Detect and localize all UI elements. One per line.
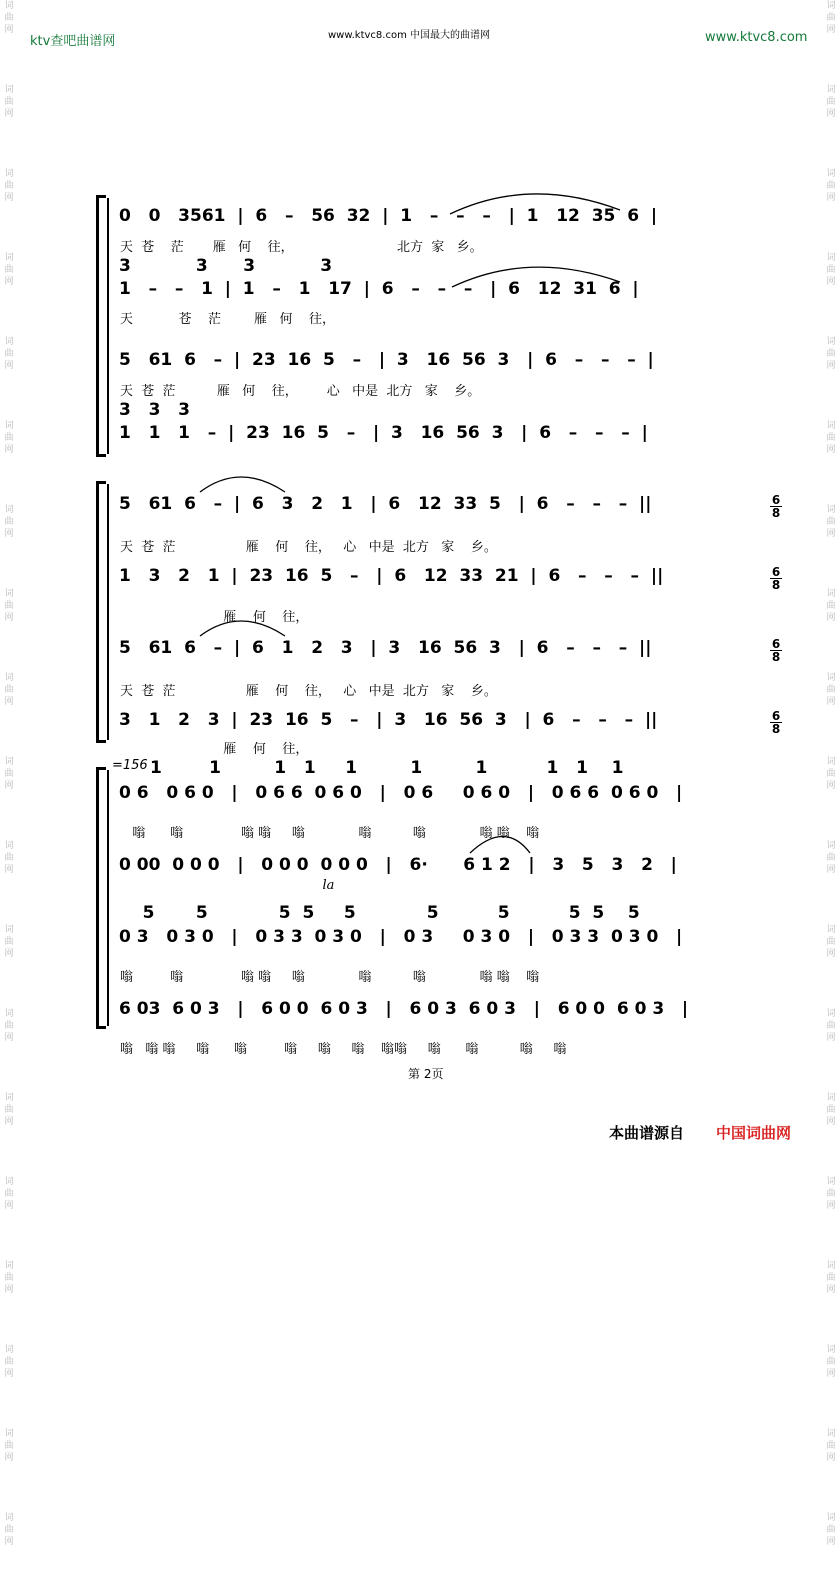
watermark-glyph: 曲 — [4, 769, 14, 779]
watermark-glyph: 词 — [826, 337, 836, 347]
notation-row: 5 61 6 – | 6 1 2 3 | 3 16 56 3 | 6 – – – || — [119, 638, 652, 658]
watermark-gap — [824, 1464, 838, 1488]
watermark-glyph: 词 — [4, 1, 14, 11]
watermark-glyph: 网 — [826, 1201, 836, 1211]
watermark-glyph: 词 — [4, 1009, 14, 1019]
notation-row: 5 61 6 – | 23 16 5 – | 3 16 56 3 | 6 – – – | — [119, 350, 654, 370]
watermark-glyph: 网 — [826, 1033, 836, 1043]
watermark-glyph: 词 — [826, 169, 836, 179]
watermark-glyph: 网 — [4, 1117, 14, 1127]
watermark-glyph: 网 — [826, 529, 836, 539]
watermark-glyph: 词 — [4, 421, 14, 431]
lyric-line: 天 苍 茫 雁 何 往， — [120, 312, 335, 327]
watermark-gap — [2, 1212, 16, 1236]
notation-row: 0 6 0 6 0 | 0 6 6 0 6 0 | 0 6 0 6 0 | 0 6 6 0 6 0 | — [119, 783, 683, 803]
watermark-glyph: 词 — [4, 1513, 14, 1523]
watermark-glyph: 词 — [4, 505, 14, 515]
watermark-glyph: 词 — [4, 253, 14, 263]
watermark-glyph: 网 — [4, 25, 14, 35]
watermark-glyph: 网 — [4, 529, 14, 539]
watermark-gap — [2, 1464, 16, 1488]
watermark-glyph: 曲 — [826, 1021, 836, 1031]
watermark-glyph: 词 — [826, 421, 836, 431]
watermark-glyph: 网 — [826, 1537, 836, 1547]
notation-row: 6 03 6 0 3 | 6 0 0 6 0 3 | 6 0 3 6 0 3 | 6 0 0 6 0 3 | — [119, 999, 689, 1019]
watermark-glyph: 曲 — [4, 601, 14, 611]
watermark-glyph: 曲 — [4, 1357, 14, 1367]
watermark-glyph: 网 — [4, 361, 14, 371]
watermark-glyph: 网 — [826, 109, 836, 119]
time-signature: 6 8 — [771, 637, 781, 664]
watermark-glyph: 词 — [4, 589, 14, 599]
watermark-glyph: 曲 — [826, 517, 836, 527]
watermark-glyph: 网 — [4, 865, 14, 875]
watermark-glyph: 曲 — [826, 349, 836, 359]
watermark-glyph: 曲 — [4, 265, 14, 275]
page-number: 第 2页 — [408, 1067, 444, 1081]
watermark-glyph: 词 — [4, 841, 14, 851]
notation-row: 1 1 1 1 1 1 1 1 1 1 — [150, 758, 624, 778]
watermark-glyph: 网 — [4, 277, 14, 287]
tempo-marking: =156 — [112, 758, 148, 773]
watermark-glyph: 网 — [826, 781, 836, 791]
watermark-glyph: 网 — [826, 1285, 836, 1295]
watermark-glyph: 曲 — [826, 685, 836, 695]
notation-row: 0 0 3561 | 6 – 56 32 | 1 – – – | 1 12 35 6 | — [119, 206, 658, 226]
header-site-url[interactable]: www.ktvc8.com — [705, 30, 808, 45]
watermark-glyph: 网 — [826, 1453, 836, 1463]
watermark-glyph: 曲 — [4, 1021, 14, 1031]
lyric-line: 嗡 嗡 嗡 嗡 嗡 嗡 嗡 嗡 嗡 嗡 — [120, 826, 540, 841]
watermark-glyph: 词 — [826, 1345, 836, 1355]
watermark-glyph: 曲 — [4, 13, 14, 23]
watermark-glyph: 词 — [826, 673, 836, 683]
watermark-glyph: 词 — [4, 1345, 14, 1355]
notation-row: 1 3 2 1 | 23 16 5 – | 6 12 33 21 | 6 – – – || — [119, 566, 664, 586]
watermark-glyph: 曲 — [826, 265, 836, 275]
watermark-glyph: 曲 — [826, 13, 836, 23]
watermark-glyph: 词 — [4, 85, 14, 95]
lyric-line: 天 苍 茫 雁 何 往， 北方 家 乡。 — [120, 240, 483, 255]
watermark-glyph: 词 — [826, 925, 836, 935]
watermark-glyph: 网 — [826, 613, 836, 623]
watermark-glyph: 词 — [826, 589, 836, 599]
watermark-glyph: 曲 — [4, 853, 14, 863]
notation-row: 3 1 2 3 | 23 16 5 – | 3 16 56 3 | 6 – – – || — [119, 710, 658, 730]
watermark-glyph: 网 — [4, 1285, 14, 1295]
watermark-glyph: 网 — [826, 697, 836, 707]
watermark-glyph: 词 — [826, 85, 836, 95]
watermark-gap — [824, 1548, 838, 1572]
notation-row: 1 – – 1 | 1 – 1 17 | 6 – – – | 6 12 31 6 | — [119, 279, 639, 299]
watermark-glyph: 曲 — [826, 853, 836, 863]
notation-row: 0 3 0 3 0 | 0 3 3 0 3 0 | 0 3 0 3 0 | 0 3 3 0 3 0 | — [119, 927, 683, 947]
watermark-glyph: 词 — [826, 505, 836, 515]
notation-row: 3 3 3 — [119, 400, 190, 420]
watermark-glyph: 网 — [826, 193, 836, 203]
watermark-glyph: 词 — [4, 1261, 14, 1271]
watermark-gap — [824, 1296, 838, 1320]
watermark-glyph: 网 — [4, 1537, 14, 1547]
watermark-glyph: 曲 — [4, 1525, 14, 1535]
notation-row: 0 00 0 0 0 | 0 0 0 0 0 0 | 6· 6 1 2 | 3 5 3 2 | — [119, 855, 677, 875]
watermark-glyph: 曲 — [4, 937, 14, 947]
watermark-glyph: 词 — [4, 1429, 14, 1439]
watermark-glyph: 网 — [826, 1117, 836, 1127]
watermark-glyph: 词 — [4, 925, 14, 935]
watermark-glyph: 曲 — [4, 1273, 14, 1283]
watermark-glyph: 网 — [4, 109, 14, 119]
watermark-glyph: 网 — [826, 361, 836, 371]
watermark-glyph: 网 — [4, 697, 14, 707]
watermark-glyph: 曲 — [4, 685, 14, 695]
footer-source-site[interactable]: 中国词曲网 — [716, 1124, 792, 1142]
watermark-glyph: 网 — [4, 445, 14, 455]
watermark-glyph: 曲 — [826, 1189, 836, 1199]
watermark-glyph: 词 — [4, 1093, 14, 1103]
time-signature: 6 8 — [771, 709, 781, 736]
footer-source-label: 本曲谱源自 — [609, 1124, 685, 1142]
watermark-glyph: 曲 — [826, 937, 836, 947]
watermark-glyph: 曲 — [826, 97, 836, 107]
watermark-glyph: 网 — [4, 949, 14, 959]
watermark-gap — [824, 1212, 838, 1236]
watermark-glyph: 曲 — [826, 769, 836, 779]
time-signature: 6 8 — [771, 565, 781, 592]
watermark-glyph: 网 — [4, 1033, 14, 1043]
watermark-glyph: 网 — [826, 25, 836, 35]
watermark-glyph: 曲 — [4, 1441, 14, 1451]
watermark-glyph: 曲 — [826, 1357, 836, 1367]
watermark-glyph: 词 — [4, 757, 14, 767]
watermark-glyph: 词 — [826, 1513, 836, 1523]
lyric-line: la — [120, 878, 335, 893]
watermark-glyph: 曲 — [826, 1441, 836, 1451]
watermark-gap — [2, 1548, 16, 1572]
watermark-glyph: 曲 — [4, 517, 14, 527]
notation-row: 5 5 5 5 5 5 5 5 5 5 — [119, 903, 640, 923]
lyric-line: 雁 何 往， — [120, 742, 309, 757]
watermark-glyph: 词 — [4, 337, 14, 347]
watermark-glyph: 曲 — [826, 601, 836, 611]
time-signature: 6 8 — [771, 493, 781, 520]
watermark-glyph: 曲 — [826, 181, 836, 191]
notation-row: 5 61 6 – | 6 3 2 1 | 6 12 33 5 | 6 – – – || — [119, 494, 652, 514]
watermark-glyph: 网 — [826, 949, 836, 959]
watermark-glyph: 网 — [826, 1369, 836, 1379]
watermark-glyph: 网 — [826, 445, 836, 455]
watermark-glyph: 网 — [826, 277, 836, 287]
watermark-glyph: 曲 — [4, 181, 14, 191]
watermark-gap — [2, 1296, 16, 1320]
watermark-glyph: 网 — [826, 865, 836, 875]
watermark-glyph: 曲 — [4, 97, 14, 107]
watermark-glyph: 曲 — [4, 433, 14, 443]
header-site-name[interactable]: ktv查吧曲谱网 — [30, 34, 116, 49]
watermark-glyph: 词 — [826, 1177, 836, 1187]
watermark-glyph: 网 — [4, 193, 14, 203]
lyric-line: 雁 何 往， — [120, 610, 309, 625]
watermark-glyph: 曲 — [826, 1273, 836, 1283]
notation-row: 3 3 3 3 — [119, 256, 333, 276]
notation-row: 1 1 1 – | 23 16 5 – | 3 16 56 3 | 6 – – – | — [119, 423, 648, 443]
watermark-glyph: 词 — [826, 1429, 836, 1439]
watermark-glyph: 网 — [4, 781, 14, 791]
watermark-gap — [824, 1380, 838, 1404]
watermark-glyph: 网 — [4, 1453, 14, 1463]
watermark-gap — [2, 1380, 16, 1404]
lyric-line: 天 苍 茫 雁 何 往， 心 中是 北方 家 乡。 — [120, 384, 481, 399]
lyric-line: 天 苍 茫 雁 何 往， 心 中是 北方 家 乡。 — [120, 684, 497, 699]
watermark-glyph: 词 — [826, 1093, 836, 1103]
watermark-glyph: 曲 — [826, 1525, 836, 1535]
lyric-line: 嗡 嗡 嗡 嗡 嗡 嗡 嗡 嗡 嗡嗡 嗡 嗡 嗡 嗡 — [120, 1042, 567, 1057]
watermark-glyph: 网 — [4, 613, 14, 623]
watermark-glyph: 词 — [826, 253, 836, 263]
watermark-glyph: 词 — [826, 841, 836, 851]
watermark-glyph: 网 — [4, 1369, 14, 1379]
watermark-glyph: 词 — [4, 169, 14, 179]
watermark-glyph: 曲 — [826, 1105, 836, 1115]
watermark-glyph: 曲 — [4, 1189, 14, 1199]
header-tagline[interactable]: www.ktvc8.com 中国最大的曲谱网 — [328, 30, 491, 41]
lyric-line: 嗡 嗡 嗡 嗡 嗡 嗡 嗡 嗡 嗡 嗡 — [120, 970, 540, 985]
watermark-glyph: 词 — [826, 757, 836, 767]
watermark-glyph: 词 — [826, 1261, 836, 1271]
watermark-glyph: 词 — [4, 673, 14, 683]
watermark-glyph: 曲 — [4, 349, 14, 359]
lyric-line: 天 苍 茫 雁 何 往， 心 中是 北方 家 乡。 — [120, 540, 497, 555]
watermark-glyph: 词 — [826, 1, 836, 11]
watermark-glyph: 词 — [4, 1177, 14, 1187]
watermark-glyph: 词 — [826, 1009, 836, 1019]
watermark-glyph: 曲 — [826, 433, 836, 443]
watermark-glyph: 网 — [4, 1201, 14, 1211]
watermark-glyph: 曲 — [4, 1105, 14, 1115]
